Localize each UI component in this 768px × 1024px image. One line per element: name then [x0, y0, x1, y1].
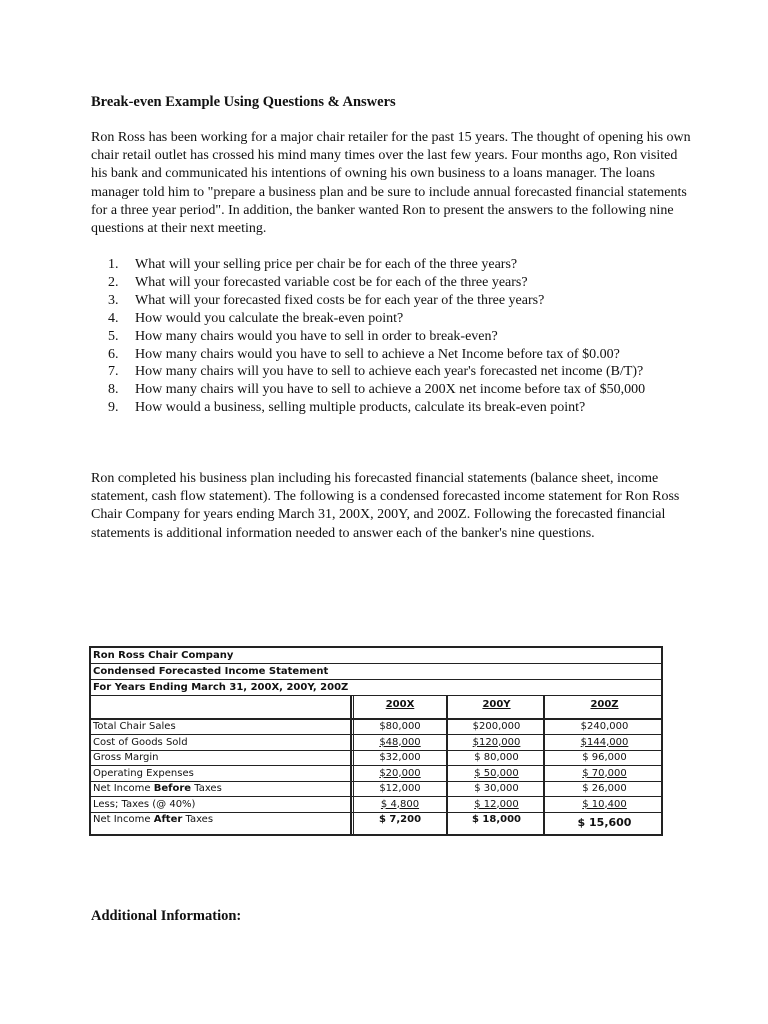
list-item: 5. How many chairs would you have to sell in order to break-even?	[108, 328, 498, 344]
questions-list	[91, 256, 681, 417]
list-item: 8. How many chairs will you have to sell to achieve a 200X net income before tax of $50,000	[108, 382, 646, 398]
column-header-200z: 200Z	[590, 699, 619, 710]
column-header-200x: 200X	[385, 699, 415, 710]
intro-paragraph: Ron Ross has been working for a major chair retailer for the past 15 years. The thought of opening his own chair retail outlet has crossed his mind many times over the last few years. Four months ago, Ron visited his bank and communicated his intentions of owning his own business to a loans manager. The loans manager told him to "prepare a business plan and be sure to include annual forecasted financial statements for a three year period". In addition, the banker wanted Ron to present the answers to the following nine questions at their next meeting.	[91, 130, 691, 237]
table-statement-title: Condensed Forecasted Income Statement	[91, 664, 661, 680]
table-column-headers	[91, 695, 661, 720]
column-header-200y: 200Y	[482, 699, 511, 710]
table-row: Total Chair Sales $80,000 $200,000 $240,000	[91, 719, 661, 735]
table-period: For Years Ending March 31, 200X, 200Y, 200Z	[91, 680, 661, 696]
list-item: 1. What will your selling price per chair be for each of the three years?	[108, 257, 518, 272]
list-item: 2. What will your forecasted variable cost be for each of the three years?	[108, 274, 528, 290]
table-row: Net Income After Taxes $ 7,200 $ 18,000 $ 15,600	[93, 814, 632, 829]
list-item: 4. How would you calculate the break-even point?	[108, 310, 404, 326]
list-item: 3. What will your forecasted fixed costs be for each year of the three years?	[108, 292, 545, 308]
table-company-name: Ron Ross Chair Company	[91, 648, 661, 664]
additional-information-heading: Additional Information:	[91, 908, 242, 924]
outro-paragraph: Ron completed his business plan including his forecasted financial statements (balance sheet, income statement, cash flow statement). The following is a condensed forecasted income statement for Ron Ross Chair Company for years ending March 31, 200X, 200Y, and 200Z. Following the forecasted financial statements is additional information needed to answer each of the banker's nine questions.	[91, 471, 680, 541]
table-row: Net Income Before Taxes $12,000 $ 30,000 $ 26,000	[91, 781, 661, 797]
document-title: Break-even Example Using Questions & Answers	[91, 94, 396, 110]
list-item: 9. How would a business, selling multiple products, calculate its break-even point?	[108, 400, 586, 416]
income-statement-table	[89, 646, 663, 836]
table-row: Cost of Goods Sold $48,000 $120,000 $144,000	[91, 735, 661, 751]
table-row: Less; Taxes (@ 40%) $ 4,800 $ 12,000 $ 10,400	[91, 797, 661, 813]
table-row: Operating Expenses $20,000 $ 50,000 $ 70,000	[91, 766, 661, 782]
table-row: Gross Margin $32,000 $ 80,000 $ 96,000	[91, 750, 661, 766]
list-item: 6. How many chairs would you have to sell to achieve a Net Income before tax of $0.00?	[108, 346, 620, 362]
list-item: 7. How many chairs will you have to sell to achieve each year's forecasted net income (B/T)?	[108, 364, 644, 380]
